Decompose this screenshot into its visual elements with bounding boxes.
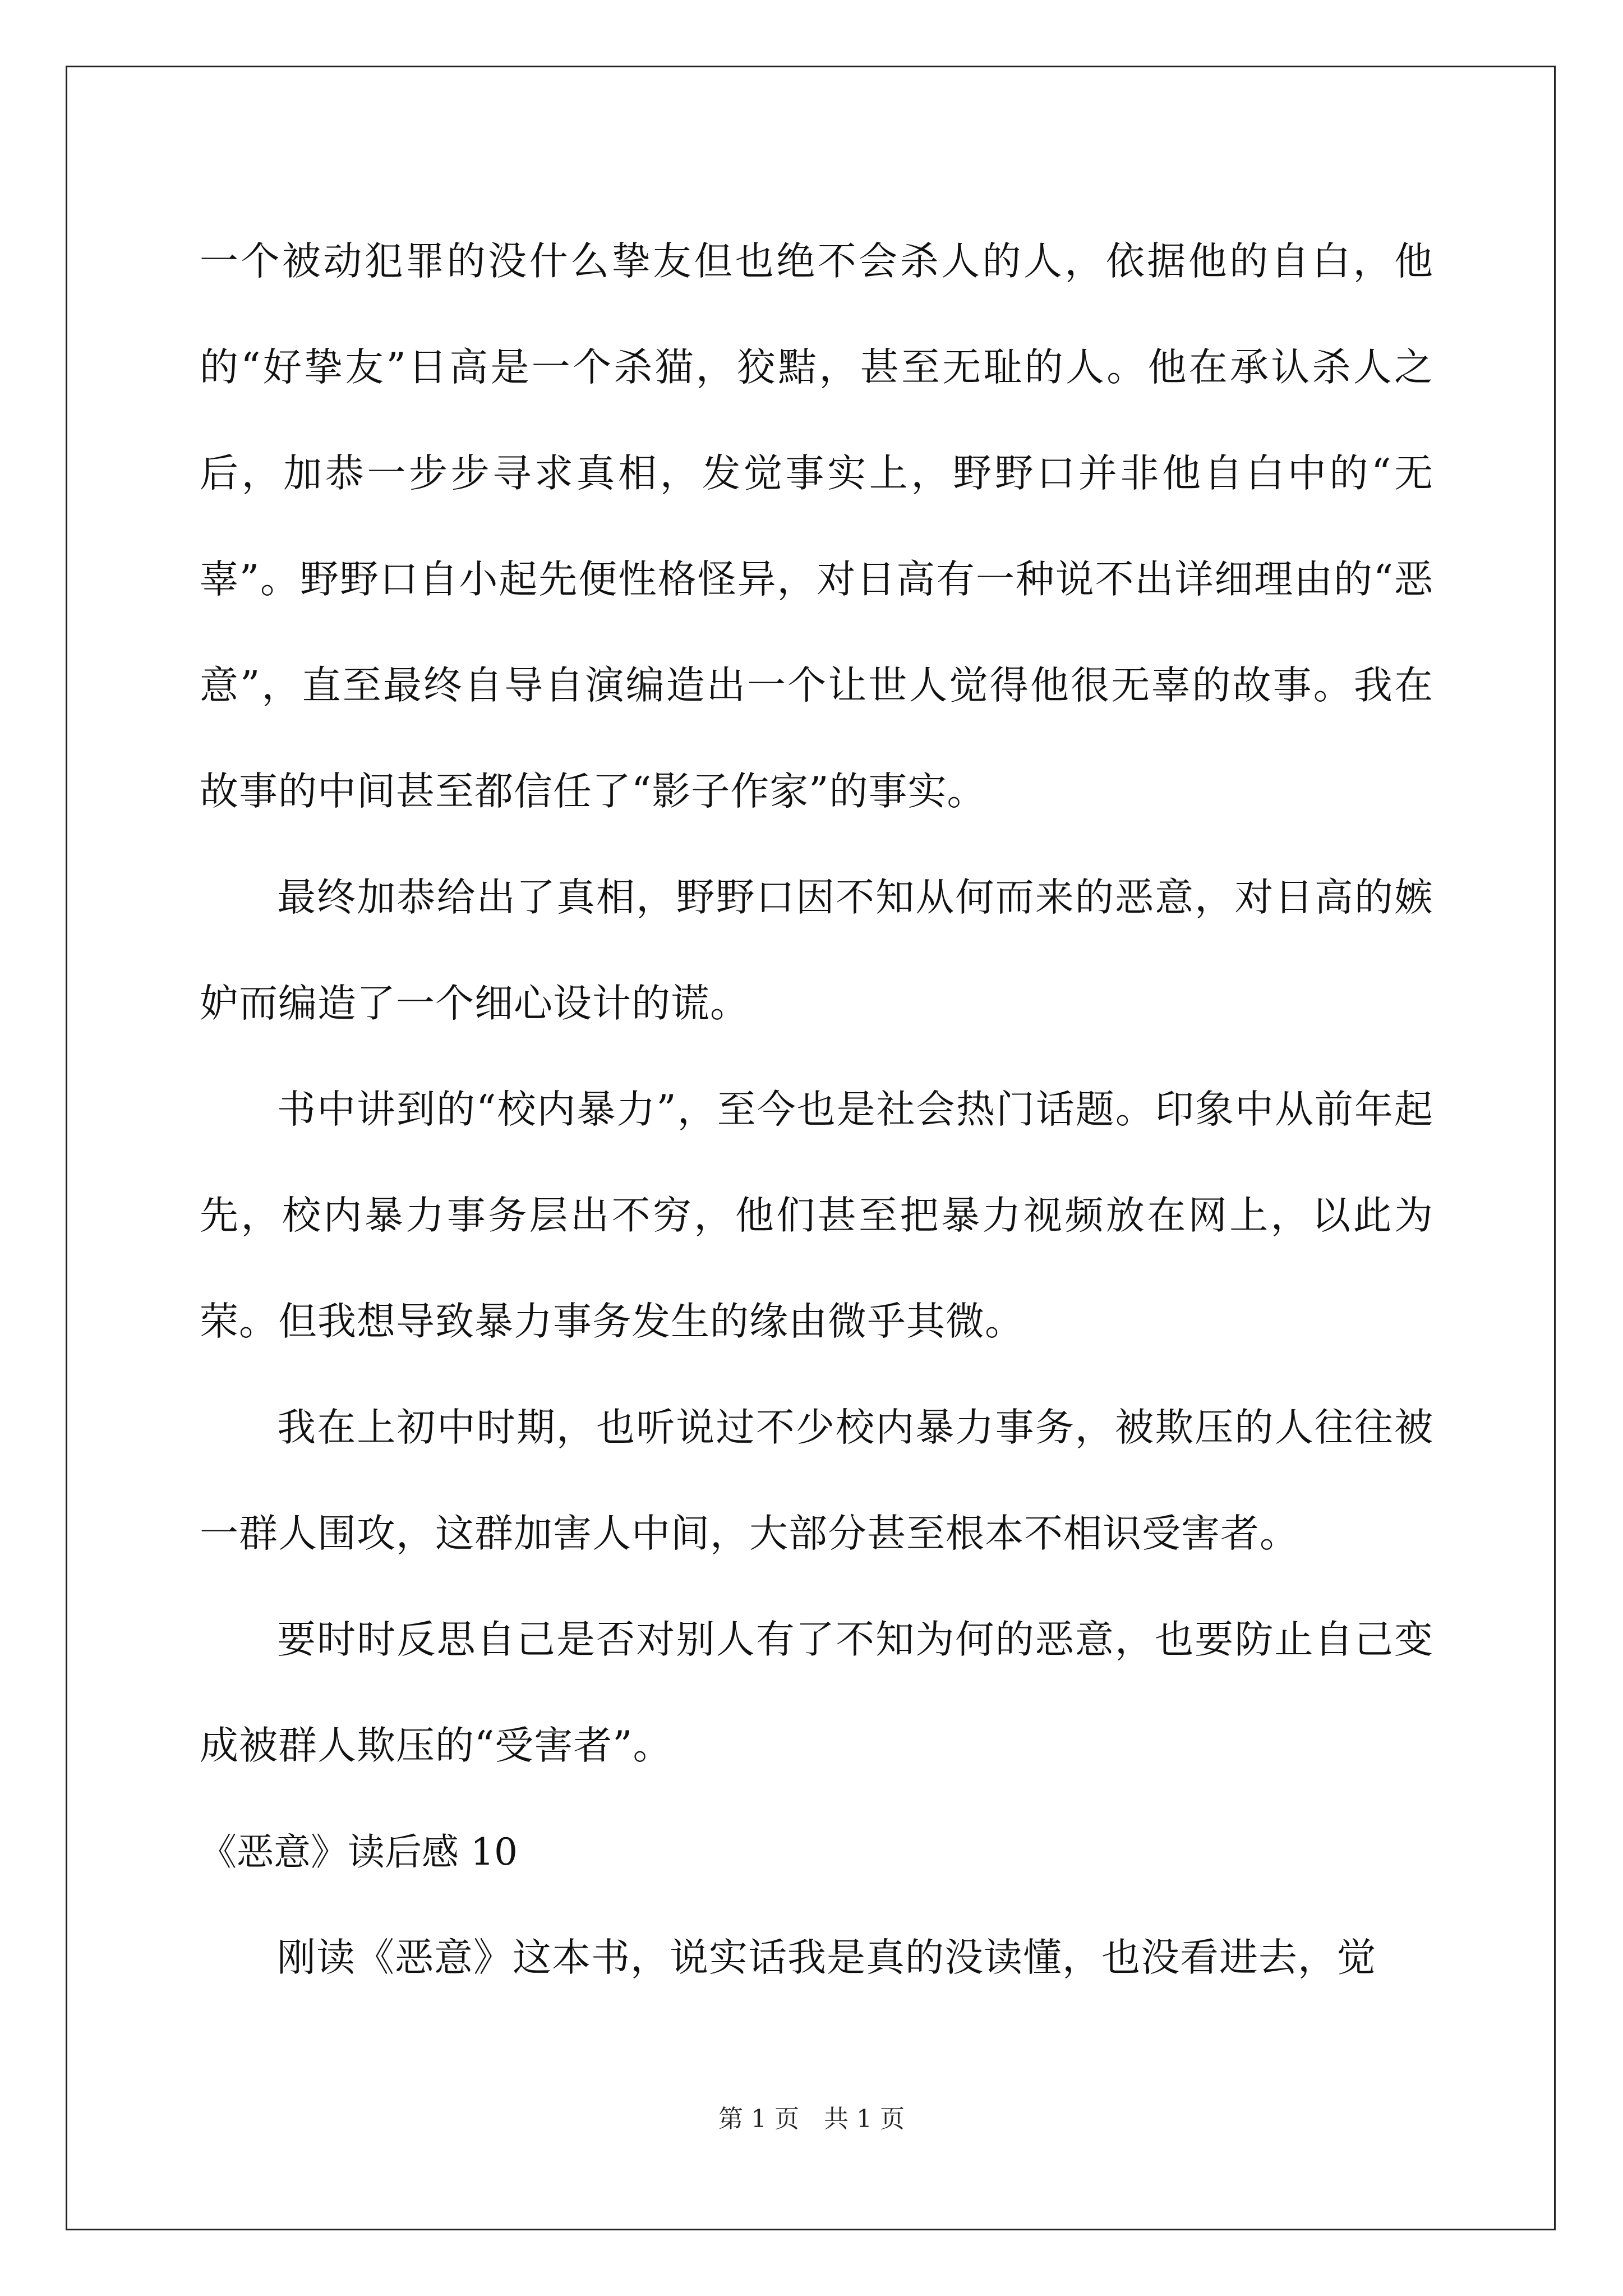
section-heading: 《恶意》读后感 10 — [200, 1830, 518, 1874]
paragraph-2: 最终加恭给出了真相，野野口因不知从何而来的恶意，对日高的嫉妒而编造了一个细心设计的谎。 — [200, 875, 1433, 1026]
page-footer: 第 1 页 共 1 页 — [718, 2105, 905, 2133]
paragraph-5: 要时时反思自己是否对别人有了不知为何的恶意，也要防止自己变成被群人欺压的“受害者”。 — [200, 1617, 1433, 1768]
paragraph-4: 我在上初中时期，也听说过不少校内暴力事务，被欺压的人往往被一群人围攻，这群加害人中间，大部分甚至根本不相识受害者。 — [200, 1405, 1433, 1556]
document-body — [200, 209, 1433, 2011]
paragraph-1: 一个被动犯罪的没什么挚友但也绝不会杀人的人，依据他的自白，他的“好挚友”日高是一个杀猫，狡黠，甚至无耻的人。他在承认杀人之后，加恭一步步寻求真相，发觉事实上，野野口并非他自白中的“无辜”。野野口自小起先便性格怪异，对日高有一种说不出详细理由的“恶意”，直至最终自导自演编造出一个让世人觉得他很无辜的故事。我在故事的中间甚至都信任了“影子作家”的事实。 — [200, 239, 1433, 814]
paragraph-6: 刚读《恶意》这本书，说实话我是真的没读懂，也没看进去，觉 — [277, 1935, 1376, 1980]
paragraph-3: 书中讲到的“校内暴力”，至今也是社会热门话题。印象中从前年起先，校内暴力事务层出不穷，他们甚至把暴力视频放在网上，以此为荣。但我想导致暴力事务发生的缘由微乎其微。 — [200, 1087, 1433, 1344]
